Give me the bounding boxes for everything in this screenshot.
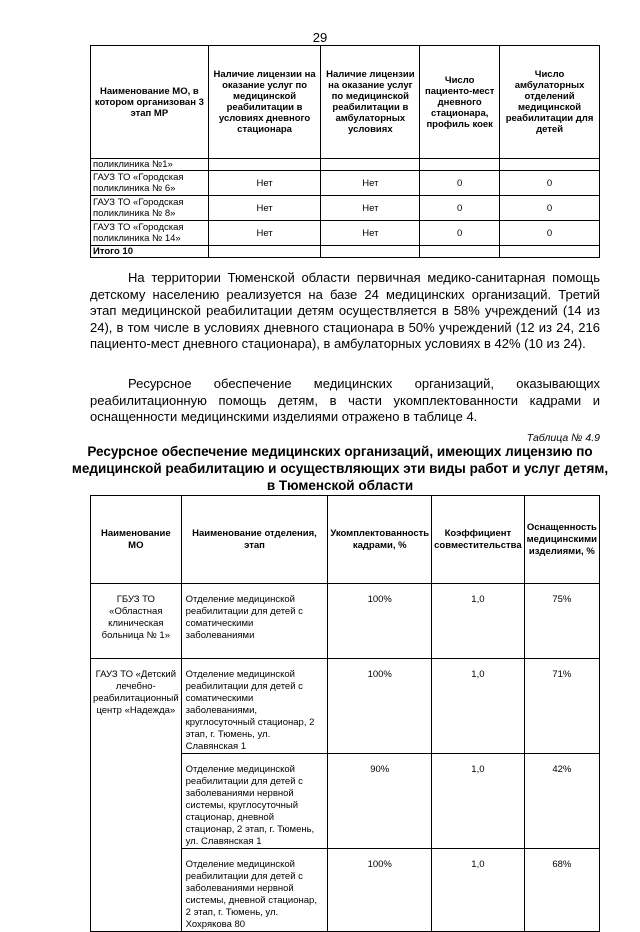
col-header-staffing: Укомплектованность кадрами, % (328, 496, 432, 584)
row-name: поликлиника №1» (91, 159, 209, 171)
outpatient-depts-value: 0 (500, 196, 600, 221)
paragraph-primary-care: На территории Тюменской области первичная медико-санитарная помощь детскому населению реализуется на базе 24 медицинских организаций. Третий этап медицинской реабилитации детям осуществляется в 58% учреждений (14 из 24), в том числе в условиях дневного стационара в 50% учреждений (12 из 24, 216 пациенто-мест дневного стационара), в амбулаторных условиях в 42% (10 из 24). (90, 270, 600, 351)
col-header-equipment: Оснащенность медицинскими изделиями, % (524, 496, 599, 584)
patient-places-value: 0 (420, 196, 500, 221)
col-header-outpatient-license: Наличие лицензии на оказание услуг по медицинской реабилитации в амбулаторных условиях (321, 46, 420, 159)
table-row (91, 196, 600, 221)
staffing-value: 100% (328, 584, 432, 659)
day-license-value: Нет (208, 171, 321, 196)
col-header-day-license: Наличие лицензии на оказание услуг по медицинской реабилитации в условиях дневного стационара (208, 46, 321, 159)
paragraph-resources: Ресурсное обеспечение медицинских организаций, оказывающих реабилитационную помощь детям, в части укомплектованности кадрами и оснащенности медицинскими изделиями отражено в таблице 4. (90, 376, 600, 424)
outpatient-license-value: Нет (321, 196, 420, 221)
outpatient-license-value: Нет (321, 221, 420, 246)
patient-places-value: 0 (420, 171, 500, 196)
resource-table (90, 495, 600, 932)
table-row (91, 659, 600, 754)
coefficient-value: 1,0 (432, 659, 525, 754)
col-header-mo-name: Наименование МО (91, 496, 182, 584)
patient-places-value: 0 (420, 221, 500, 246)
day-license-value: Нет (208, 196, 321, 221)
department-name: Отделение медицинской реабилитации для детей с заболеваниями нервной системы, дневной стационар, 2 этап, г. Тюмень, ул. Хохрякова 80 (181, 849, 328, 932)
mo-name: ГАУЗ ТО «Детский лечебно-реабилитационный центр «Надежда» (91, 659, 182, 932)
equipment-value: 68% (524, 849, 599, 932)
row-name: ГАУЗ ТО «Городская поликлиника № 14» (91, 221, 209, 246)
staffing-value: 90% (328, 754, 432, 849)
coefficient-value: 1,0 (432, 584, 525, 659)
equipment-value: 71% (524, 659, 599, 754)
equipment-value: 42% (524, 754, 599, 849)
total-label: Итого 10 (91, 246, 209, 258)
col-header-department: Наименование отделения, этап (181, 496, 328, 584)
col-header-coefficient: Коэффициент совместительства (432, 496, 525, 584)
department-name: Отделение медицинской реабилитации для детей с соматическими заболеваниями, круглосуточный стационар, 2 этап, г. Тюмень, ул. Славянская 1 (181, 659, 328, 754)
department-name: Отделение медицинской реабилитации для детей с соматическими заболеваниями (181, 584, 328, 659)
col-header-outpatient-depts: Число амбулаторных отделений медицинской реабилитации для детей (500, 46, 600, 159)
mr-stage3-table (90, 45, 600, 258)
staffing-value: 100% (328, 849, 432, 932)
table-row (91, 221, 600, 246)
equipment-value: 75% (524, 584, 599, 659)
table-title: Ресурсное обеспечение медицинских организаций, имеющих лицензию по медицинской реабилитацию и осуществляющих эти виды работ и услуг детям, в Тюменской области (71, 444, 609, 493)
col-header-patient-places: Число пациенто-мест дневного стационара, профиль коек (420, 46, 500, 159)
outpatient-depts-value: 0 (500, 171, 600, 196)
table-row (91, 171, 600, 196)
coefficient-value: 1,0 (432, 849, 525, 932)
col-header-mo: Наименование МО, в котором организован 3 этап МР (91, 46, 209, 159)
coefficient-value: 1,0 (432, 754, 525, 849)
row-name: ГАУЗ ТО «Городская поликлиника № 6» (91, 171, 209, 196)
outpatient-depts-value: 0 (500, 221, 600, 246)
department-name: Отделение медицинской реабилитации для детей с заболеваниями нервной системы, круглосуточный стационар, дневной стационар, 2 этап, г. Тюмень, ул. Славянская 1 (181, 754, 328, 849)
staffing-value: 100% (328, 659, 432, 754)
table-row (91, 159, 600, 171)
outpatient-license-value: Нет (321, 171, 420, 196)
table-header-row (91, 496, 600, 584)
table-total-row (91, 246, 600, 258)
table-header-row (91, 46, 600, 159)
table-caption: Таблица № 4.9 (526, 432, 600, 444)
table-row (91, 584, 600, 659)
row-name: ГАУЗ ТО «Городская поликлиника № 8» (91, 196, 209, 221)
page-number: 29 (312, 30, 328, 45)
day-license-value: Нет (208, 221, 321, 246)
mo-name: ГБУЗ ТО «Областная клиническая больница № 1» (91, 584, 182, 659)
